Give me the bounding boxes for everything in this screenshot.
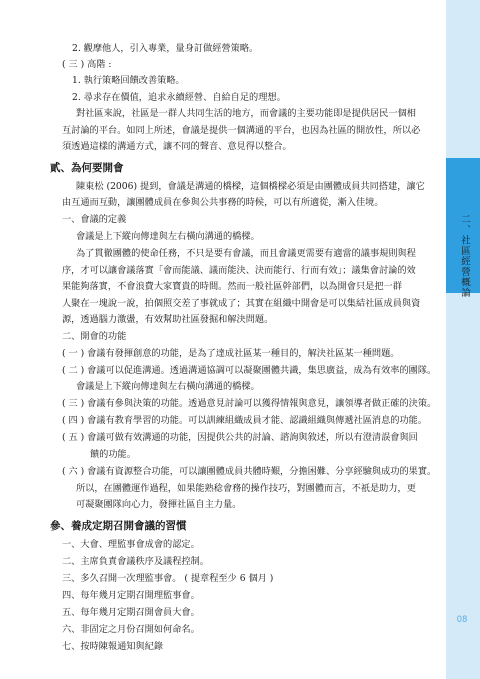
paragraph-line: 源，透過腦力激盪，有效幫助社區發掘和解決問題。 <box>62 314 274 325</box>
chapter-title: 二、社區經營概論 <box>459 214 470 298</box>
list-item: ( 二 ) 會議可以促進溝通。透過溝通協調可以凝聚團體共識，集思廣益，成為有效率的團隊。 <box>62 365 437 376</box>
list-item: 五、每年幾月定期召開會員大會。 <box>62 607 200 618</box>
paragraph-line: 序，才可以讓會議落實「會而能議、議而能決、決而能行、行而有效」；議集會討論的效 <box>62 265 416 276</box>
paragraph-line: 對社區來說，社區是一群人共同生活的地方，而會議的主要功能即是提供居民一個相 <box>76 108 416 119</box>
paragraph-line: 人聚在一塊說一說，拍個照交差了事就成了；其實在組織中開會是可以集結社區成員與資 <box>62 298 421 309</box>
list-item: ( 四 ) 會議有教育學習的功能。可以訓練組織成員才能、認識組織與傳遞社區消息的功能。 <box>62 415 428 426</box>
subheading: 一、會議的定義 <box>62 214 127 225</box>
list-item: 二、主席負責會議秩序及議程控制。 <box>62 556 209 567</box>
text-line: 2. 觀摩他人，引入專業，量身訂做經營策略。 <box>72 43 259 54</box>
paragraph-line: 互討論的平台。如同上所述，會議是提供一個溝通的平台，也因為社區的開放性，所以必 <box>62 125 421 136</box>
list-item: ( 一 ) 會議有發揮創意的功能，是為了達成社區某一種目的，解決社區某一種問題。 <box>62 348 400 359</box>
text-line: 2. 尋求存在價值，追求永續經營、自給自足的理想。 <box>72 92 286 103</box>
list-item: 七、按時陳報通知與紀錄 <box>62 641 164 652</box>
text-line: 會議是上下縱向傳達與左右橫向溝通的橋樑。 <box>76 381 260 392</box>
section-heading: 參、養成定期召開會議的習慣 <box>50 520 187 532</box>
list-item: ( 五 ) 會議可做有效溝通的功能，因提供公共的討論、諮詢與敘述，所以有澄清誤會與回 <box>62 432 418 443</box>
list-item: 四、每年幾月定期召開理監事會。 <box>62 590 200 601</box>
list-item: 三、多久召開一次理監事會。 ( 提章程至少 6 個月 ) <box>62 573 274 584</box>
paragraph-line: 由互通而互動，讓團體成員在參與公共事務的時候，可以有所適從，漸入佳境。 <box>62 197 384 208</box>
list-item: ( 三 ) 會議有參與決策的功能。透過意見討論可以獲得情報與意見，讓領導者做正確的決策。 <box>62 398 437 409</box>
page-number: 08 <box>456 615 468 625</box>
paragraph-line: 可凝聚團隊向心力，發揮社區自主力量。 <box>76 499 242 510</box>
paragraph-line: 所以，在團體運作過程，如果能熟稔會務的操作技巧，對團體而言，不祇是助力，更 <box>76 483 416 494</box>
text-line: 饋的功能。 <box>90 449 136 460</box>
paragraph-line: 須透過這樣的溝通方式，讓不同的聲音、意見得以整合。 <box>62 141 292 152</box>
list-item: ( 六 ) 會議有資源整合功能，可以讓團體成員共體時艱，分擔困難、分享經驗與成功的果實。 <box>62 466 437 477</box>
list-item: 六、非固定之月份召開如何命名。 <box>62 624 200 635</box>
paragraph-line: 陳東松 (2006) 提到，會議是溝通的橋樑，這個橋樑必須是由團體成員共同搭建，讓它 <box>76 181 425 192</box>
subheading: 二、開會的功能 <box>62 331 127 342</box>
paragraph-line: 為了貫徹團體的使命任務，不只是要有會議，而且會議更需要有適當的議事規則與程 <box>76 248 416 259</box>
paragraph-line: 果能夠落實，不會浪費大家寶貴的時間。然而一般社區幹部們，以為開會只是把一群 <box>62 281 402 292</box>
subheading: ( 三 ) 高階 : <box>62 59 112 70</box>
paragraph-line: 會議是上下縱向傳達與左右橫向溝通的橋樑。 <box>76 231 260 242</box>
list-item: 一、大會、理監事會成會的認定。 <box>62 539 200 550</box>
section-heading: 貳、為何要開會 <box>50 162 124 174</box>
text-line: 1. 執行策略回饋改善策略。 <box>72 75 185 86</box>
